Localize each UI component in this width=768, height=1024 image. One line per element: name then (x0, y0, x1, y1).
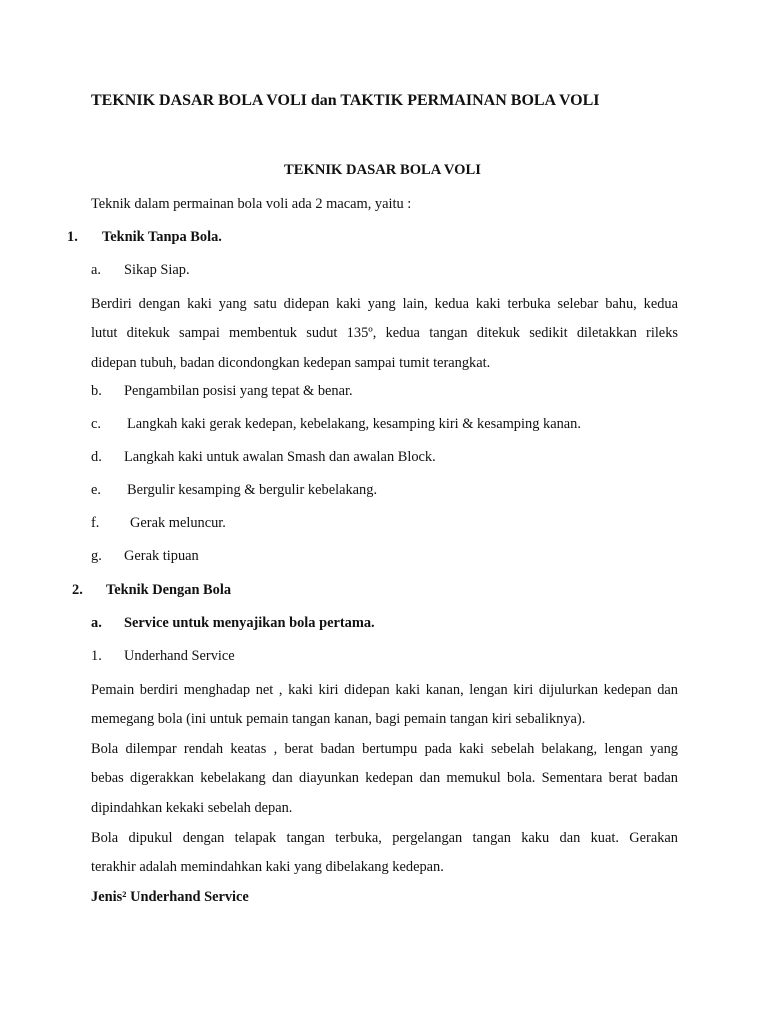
list-item-sikap-siap: Sikap Siap. (124, 262, 190, 278)
jenis-underhand-heading: Jenis² Underhand Service (91, 889, 249, 905)
list-marker-a: a. (91, 262, 101, 278)
paragraph-line: Bola dipukul dengan telapak tangan terbuka, pergelangan tangan kaku dan kuat. Gerakan (91, 830, 678, 846)
list-marker: f. (91, 515, 100, 531)
document-title: TEKNIK DASAR BOLA VOLI dan TAKTIK PERMAINAN BOLA VOLI (91, 92, 600, 109)
paragraph-line: lutut ditekuk sampai membentuk sudut 135º, kedua tangan ditekuk sedikit diletakkan rileks (91, 325, 678, 342)
paragraph-line: didepan tubuh, badan dicondongkan kedepan sampai tumit terangkat. (91, 354, 491, 371)
paragraph-line: memegang bola (ini untuk pemain tangan kanan, bagi pemain tangan kiri sebaliknya). (91, 711, 586, 728)
list-item: Gerak meluncur. (130, 515, 226, 531)
list-item: Langkah kaki gerak kedepan, kebelakang, kesamping kiri & kesamping kanan. (127, 416, 581, 432)
list-marker: d. (91, 449, 102, 465)
paragraph-bola-dipukul (91, 824, 678, 883)
paragraph-pemain-berdiri (91, 676, 678, 735)
list-item: Langkah kaki untuk awalan Smash dan awalan Block. (124, 449, 436, 465)
paragraph-line: dipindahkan kekaki sebelah depan. (91, 799, 293, 816)
list-item: Gerak tipuan (124, 548, 199, 564)
paragraph-line: Bola dilempar rendah keatas , berat badan bertumpu pada kaki sebelah belakang, lengan yang (91, 741, 678, 757)
section-title: TEKNIK DASAR BOLA VOLI (284, 162, 481, 178)
sub-marker-a: a. (91, 615, 102, 631)
list-marker: g. (91, 548, 102, 564)
sub-marker-1: 1. (91, 648, 102, 664)
sub-heading-service: Service untuk menyajikan bola pertama. (124, 615, 375, 631)
list-marker: b. (91, 383, 102, 399)
section-1-title: Teknik Tanpa Bola. (102, 229, 222, 245)
paragraph-bola-dilempar (91, 735, 678, 823)
paragraph-line: bebas digerakkan kebelakang dan diayunkan kedepan dan memukul bola. Sementara berat badan (91, 770, 678, 787)
paragraph-line: Berdiri dengan kaki yang satu didepan kaki yang lain, kedua kaki terbuka selebar bahu, kedua (91, 296, 678, 312)
paragraph-sikap-siap (91, 290, 678, 378)
section-1-number: 1. (67, 229, 78, 245)
section-2-title: Teknik Dengan Bola (106, 582, 232, 598)
section-2-number: 2. (72, 582, 83, 598)
sub-item-underhand-service: Underhand Service (124, 648, 235, 664)
list-marker: c. (91, 416, 101, 432)
list-marker: e. (91, 482, 101, 498)
paragraph-line: terakhir adalah memindahkan kaki yang dibelakang kedepan. (91, 859, 444, 876)
list-item: Bergulir kesamping & bergulir kebelakang. (127, 482, 378, 498)
paragraph-line: Pemain berdiri menghadap net , kaki kiri didepan kaki kanan, lengan kiri dijulurkan kedepan dan (91, 682, 678, 698)
intro-text: Teknik dalam permainan bola voli ada 2 macam, yaitu : (91, 196, 412, 212)
list-item: Pengambilan posisi yang tepat & benar. (124, 383, 353, 399)
